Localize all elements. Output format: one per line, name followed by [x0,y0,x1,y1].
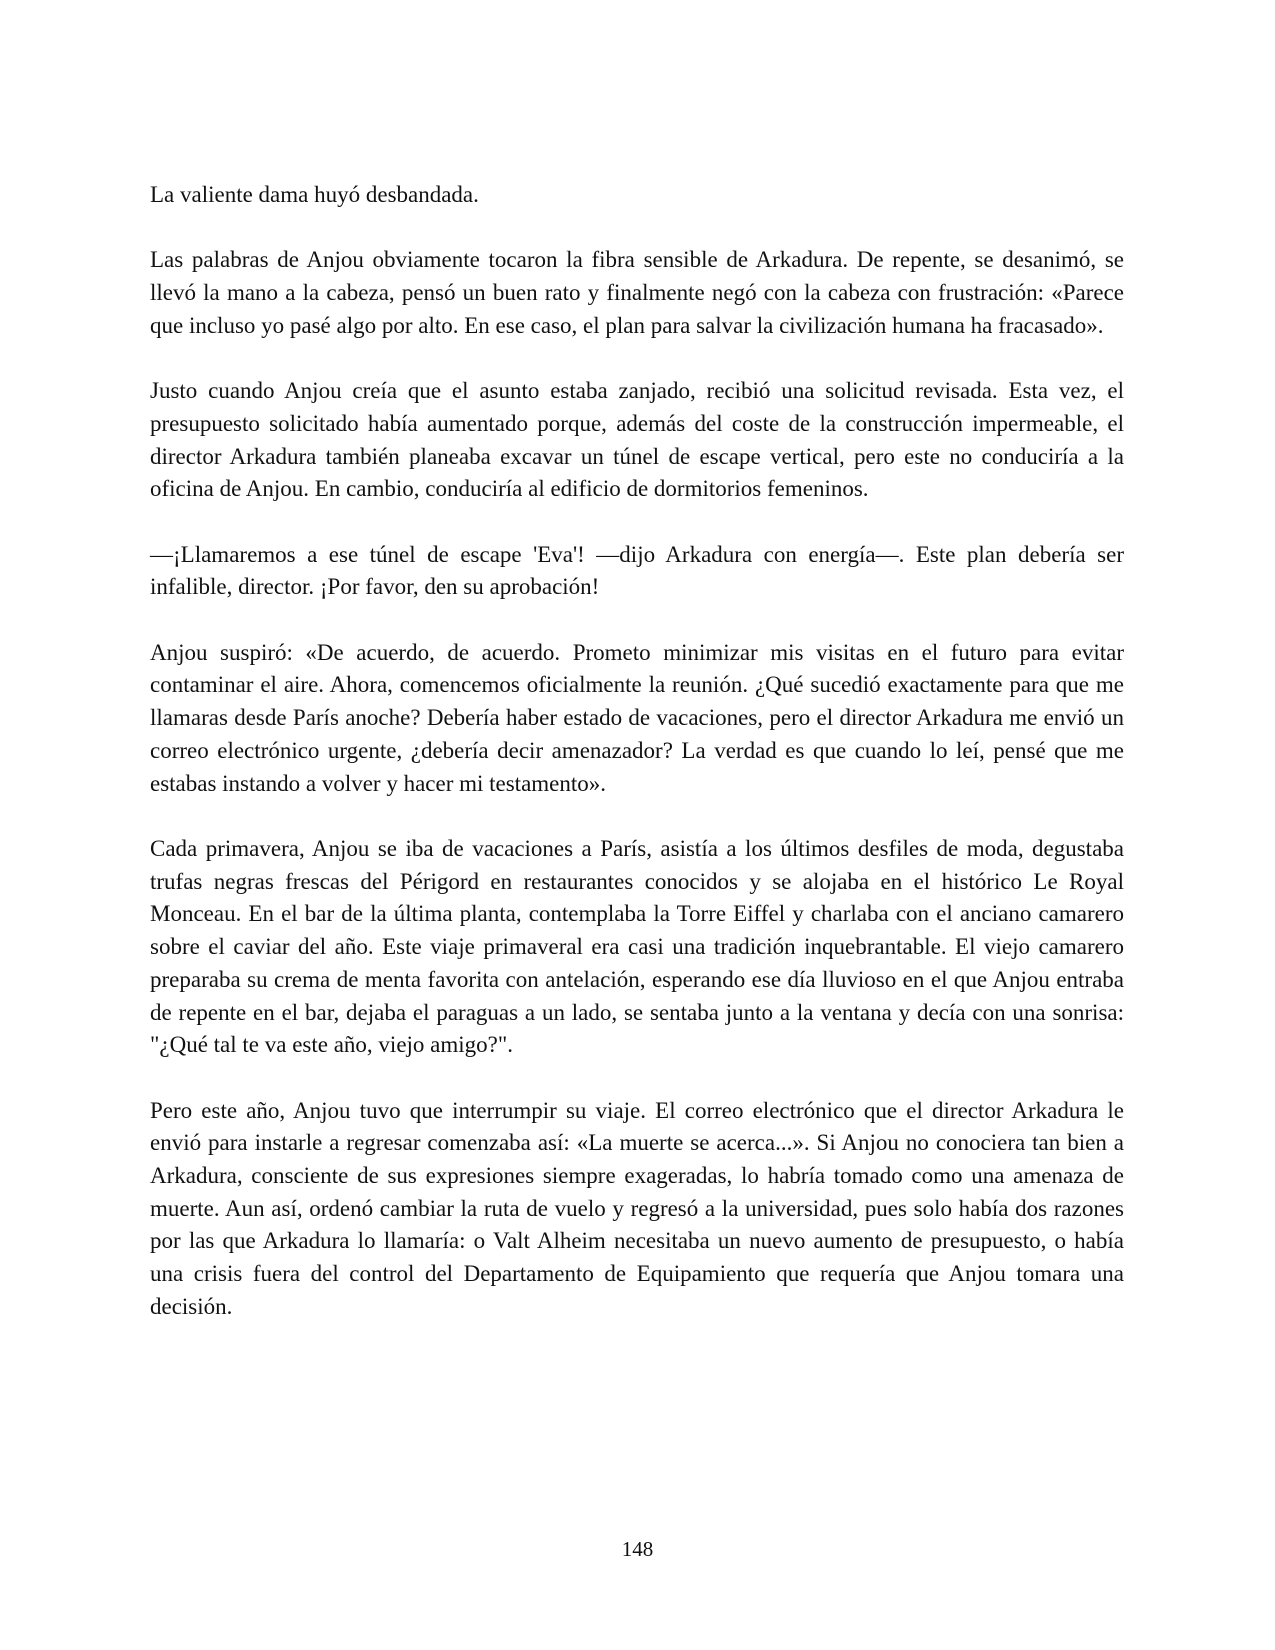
paragraph: Cada primavera, Anjou se iba de vacaciones a París, asistía a los últimos desfiles de moda, degustaba trufas negras frescas del Périgord en restaurantes conocidos y se alojaba en el histórico Le Royal Monceau. En el bar de la última planta, contemplaba la Torre Eiffel y charlaba con el anciano camarero sobre el caviar del año. Este viaje primaveral era casi una tradición inquebrantable. El viejo camarero preparaba su crema de menta favorita con antelación, esperando ese día lluvioso en el que Anjou entraba de repente en el bar, dejaba el paraguas a un lado, se sentaba junto a la ventana y decía con una sonrisa: "¿Qué tal te va este año, viejo amigo?". [150,835,1124,1058]
paragraph: Las palabras de Anjou obviamente tocaron la fibra sensible de Arkadura. De repente, se desanimó, se llevó la mano a la cabeza, pensó un buen rato y finalmente negó con la cabeza con frustración: «Parece que incluso yo pasé algo por alto. En ese caso, el plan para salvar la civilización humana ha fracasado». [150,247,1124,338]
paragraph: La valiente dama huyó desbandada. [150,182,479,207]
body-text [150,179,1124,1324]
paragraph: Anjou suspiró: «De acuerdo, de acuerdo. Prometo minimizar mis visitas en el futuro para evitar contaminar el aire. Ahora, comencemos oficialmente la reunión. ¿Qué sucedió exactamente para que me llamaras desde París anoche? Debería haber estado de vacaciones, pero el director Arkadura me envió un correo electrónico urgente, ¿debería decir amenazador? La verdad es que cuando lo leí, pensé que me estabas instando a volver y hacer mi testamento». [150,639,1124,796]
paragraph: Justo cuando Anjou creía que el asunto estaba zanjado, recibió una solicitud revisada. Esta vez, el presupuesto solicitado había aumentado porque, además del coste de la construcción impermeable, el director Arkadura también planeaba excavar un túnel de escape vertical, pero este no conduciría a la oficina de Anjou. En cambio, conduciría al edificio de dormitorios femeninos. [150,378,1124,502]
paragraph: Pero este año, Anjou tuvo que interrumpir su viaje. El correo electrónico que el director Arkadura le envió para instarle a regresar comenzaba así: «La muerte se acerca...». Si Anjou no conociera tan bien a Arkadura, consciente de sus expresiones siempre exageradas, lo habría tomado como una amenaza de muerte. Aun así, ordenó cambiar la ruta de vuelo y regresó a la universidad, pues solo había dos razones por las que Arkadura lo llamaría: o Valt Alheim necesitaba un nuevo aumento de presupuesto, o había una crisis fuera del control del Departamento de Equipamiento que requería que Anjou tomara una decisión. [150,1097,1124,1319]
paragraph: —¡Llamaremos a ese túnel de escape 'Eva'! —dijo Arkadura con energía—. Este plan debería ser infalible, director. ¡Por favor, den su aprobación! [150,541,1124,600]
page-number: 148 [621,1537,654,1561]
